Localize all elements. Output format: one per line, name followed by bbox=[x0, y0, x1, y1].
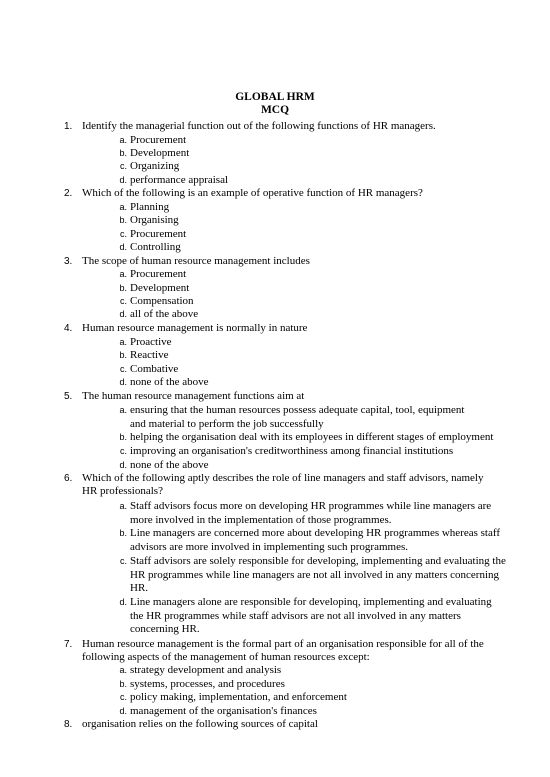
question-text: Identify the managerial function out of the following functions of HR managers. bbox=[82, 120, 436, 132]
option-letter: c. bbox=[119, 229, 127, 239]
option-letter: b. bbox=[119, 148, 127, 158]
option-letter: a. bbox=[119, 269, 127, 279]
option-letter: a. bbox=[119, 501, 127, 511]
option-text: Planning bbox=[130, 201, 170, 213]
option-letter: c. bbox=[119, 296, 127, 306]
option-letter: a. bbox=[119, 135, 127, 145]
question-number: 1. bbox=[64, 121, 73, 132]
option-text: Line managers alone are responsible for developinq, implementing and evaluating the HR programmes while staff advisors are not all involved in any matters concerning HR. bbox=[130, 596, 492, 635]
question-number: 4. bbox=[64, 323, 73, 334]
option-text: Staff advisors are solely responsible for developing, implementing and evaluating the HR programmes while line managers are not all involved in any matters concerning HR. bbox=[130, 555, 506, 594]
question-number: 7. bbox=[64, 639, 73, 650]
option-text: Staff advisors focus more on developing HR programmes while line managers are more involved in the implementation of those programmes. bbox=[130, 500, 492, 526]
option-text: Compensation bbox=[130, 295, 194, 307]
option-letter: c. bbox=[119, 161, 127, 171]
document-title: GLOBAL HRM bbox=[235, 91, 315, 103]
option-text: Development bbox=[130, 147, 190, 159]
question-text: Which of the following is an example of operative function of HR managers? bbox=[82, 187, 423, 199]
option-letter: c. bbox=[119, 446, 127, 456]
option-letter: a. bbox=[119, 405, 127, 415]
option-text: none of the above bbox=[130, 376, 209, 388]
option-text: Procurement bbox=[130, 134, 187, 146]
option-text: none of the above bbox=[130, 459, 209, 471]
option-text: helping the organisation deal with its employees in different stages of employment bbox=[130, 431, 494, 443]
option-letter: b. bbox=[119, 528, 127, 538]
option-letter: d. bbox=[119, 377, 127, 387]
option-text: improving an organisation's creditworthiness among financial institutions bbox=[130, 445, 454, 457]
option-text: Procurement bbox=[130, 268, 187, 280]
question-text: The human resource management functions aim at bbox=[82, 390, 305, 402]
question-number: 5. bbox=[64, 391, 73, 402]
option-text: management of the organisation's finances bbox=[130, 705, 317, 717]
option-text: Reactive bbox=[130, 349, 169, 361]
option-letter: c. bbox=[119, 556, 127, 566]
option-letter: a. bbox=[119, 202, 127, 212]
question-number: 2. bbox=[64, 188, 73, 199]
option-text: strategy development and analysis bbox=[130, 664, 282, 676]
question-text: organisation relies on the following sources of capital bbox=[82, 718, 318, 730]
option-letter: b. bbox=[119, 350, 127, 360]
option-text: Organizing bbox=[130, 160, 180, 172]
option-letter: d. bbox=[119, 309, 127, 319]
option-letter: b. bbox=[119, 432, 127, 442]
question-number: 3. bbox=[64, 256, 73, 267]
option-letter: a. bbox=[119, 665, 127, 675]
option-text: Procurement bbox=[130, 228, 187, 240]
option-text: ensuring that the human resources possess adequate capital, tool, equipment and material to perform the job successfully bbox=[130, 404, 465, 430]
option-letter: d. bbox=[119, 597, 127, 607]
option-text: Organising bbox=[130, 214, 179, 226]
option-letter: c. bbox=[119, 692, 127, 702]
question-text: Human resource management is normally in nature bbox=[82, 322, 308, 334]
option-text: Combative bbox=[130, 363, 179, 375]
option-text: Development bbox=[130, 282, 190, 294]
option-letter: c. bbox=[119, 364, 127, 374]
option-text: performance appraisal bbox=[130, 174, 229, 186]
question-number: 8. bbox=[64, 719, 73, 730]
option-letter: d. bbox=[119, 175, 127, 185]
option-text: Line managers are concerned more about developing HR programmes whereas staff advisors are more involved in implementing such programmes. bbox=[130, 527, 500, 553]
option-text: Controlling bbox=[130, 241, 181, 253]
document-subtitle: MCQ bbox=[260, 104, 290, 116]
option-text: systems, processes, and procedures bbox=[130, 678, 285, 690]
option-text: policy making, implementation, and enforcement bbox=[130, 691, 347, 703]
option-letter: d. bbox=[119, 460, 127, 470]
option-letter: a. bbox=[119, 337, 127, 347]
option-letter: d. bbox=[119, 242, 127, 252]
option-letter: b. bbox=[119, 283, 127, 293]
option-text: all of the above bbox=[130, 308, 199, 320]
option-letter: b. bbox=[119, 215, 127, 225]
question-text: Human resource management is the formal part of an organisation responsible for all of the following aspects of the management of human resources except: bbox=[82, 638, 484, 663]
option-text: Proactive bbox=[130, 336, 172, 348]
question-number: 6. bbox=[64, 473, 73, 484]
option-letter: b. bbox=[119, 679, 127, 689]
question-text: The scope of human resource management includes bbox=[82, 255, 310, 267]
question-text: Which of the following aptly describes the role of line managers and staff advisors, namely HR professionals? bbox=[82, 472, 484, 497]
option-letter: d. bbox=[119, 706, 127, 716]
